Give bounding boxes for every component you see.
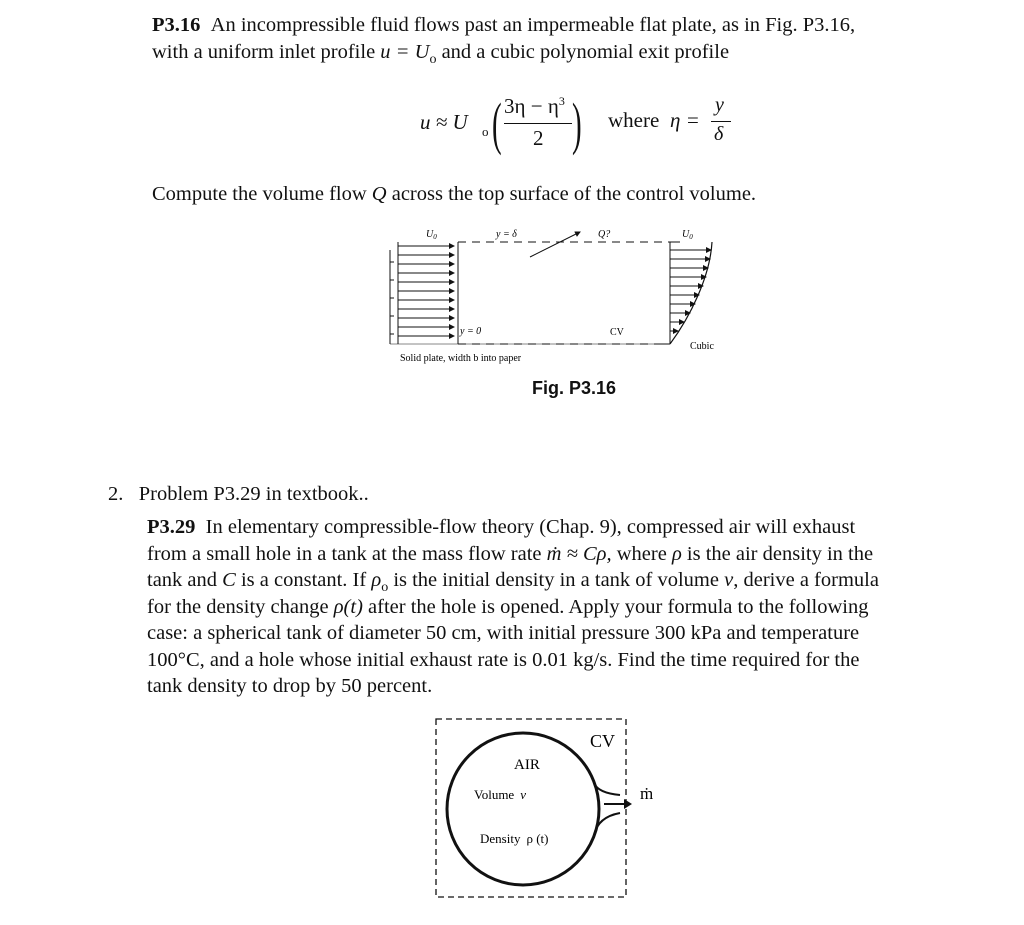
c-var: C <box>222 569 236 591</box>
p329-text-3c: is the initial density in a tank of volume <box>388 569 725 591</box>
question-post: across the top surface of the control volume. <box>386 183 757 205</box>
exit-profile-equation <box>420 91 740 160</box>
rho0-var: ρ <box>371 569 382 591</box>
problem-number-329: P3.29 <box>147 516 196 538</box>
tank-circle <box>447 733 599 885</box>
left-paren: ( <box>492 91 502 156</box>
q-arrow <box>530 232 580 257</box>
problem-number: P3.16 <box>152 14 201 36</box>
label-volume: Volume v <box>474 787 526 802</box>
rho0-sub: o <box>381 580 389 596</box>
p316-question <box>152 181 756 208</box>
fraction-bar <box>504 123 572 124</box>
item-text: Problem P3.29 in textbook.. <box>138 483 369 505</box>
figure-p329 <box>428 713 668 903</box>
label-density: Density ρ (t) <box>480 831 549 846</box>
eq-lhs: u ≈ U <box>420 110 468 134</box>
label-plate: Solid plate, width b into paper <box>400 353 522 364</box>
eq-lhs-sub: o <box>482 124 489 139</box>
p329-text-1: In elementary compressible-flow theory (Chap. 9), compressed air will exhaust <box>205 516 856 538</box>
inlet-arrows <box>398 246 454 336</box>
label-cv: CV <box>610 327 624 338</box>
figure-p316 <box>380 222 740 372</box>
p329-text-2b: where <box>611 543 672 565</box>
mass-flow-math: ṁ ≈ Cρ, <box>546 543 612 565</box>
figure-caption: Fig. P3.16 <box>532 378 617 398</box>
p329-text-3a: tank and <box>147 569 223 591</box>
eq-denominator: 2 <box>533 126 544 150</box>
right-paren: ) <box>572 91 582 156</box>
label-u0-left: $U_0$ <box>426 229 437 241</box>
label-mdot: ṁ <box>640 784 654 803</box>
p329-text-3b: is a constant. If <box>235 569 372 591</box>
label-air: AIR <box>514 757 540 773</box>
p329-line5: case: a spherical tank of diameter 50 cm, with initial pressure 300 kPa and temperature <box>147 622 860 644</box>
label-q: Q? <box>598 229 611 240</box>
exhaust-arrowhead <box>624 799 632 809</box>
p329-text-2a: from a small hole in a tank at the mass flow rate <box>147 543 547 565</box>
eq-numer-text: 3η − η <box>504 94 559 118</box>
p329-line1 <box>147 514 855 541</box>
p316-line1 <box>152 12 855 39</box>
label-u0-right: $U_0$ <box>682 229 693 241</box>
p329-text-3d: , derive a formula <box>733 569 879 591</box>
p329-text-4b: after the hole is opened. Apply your formula to the following <box>362 596 869 618</box>
p316-text-2b: and a cubic polynomial exit profile <box>436 41 730 63</box>
label-y-delta: y = δ <box>496 229 517 240</box>
p329-text-2c: is the air density in the <box>681 543 874 565</box>
eq-numerator <box>504 94 565 119</box>
inlet-profile-math: u = U <box>380 41 430 63</box>
rho-var: ρ <box>671 543 682 565</box>
eq-frac-den: δ <box>714 123 724 145</box>
p329-line4 <box>147 594 868 621</box>
v-var: v <box>724 569 734 591</box>
eq-eta: η = <box>670 108 700 132</box>
p316-text-2a: with a uniform inlet profile <box>152 41 381 63</box>
eta-fraction-bar <box>711 121 731 122</box>
label-cv-329: CV <box>590 731 616 751</box>
cubic-curve <box>670 242 712 344</box>
item-2 <box>108 481 369 508</box>
p329-line7: tank density to drop by 50 percent. <box>147 675 433 697</box>
question-pre: Compute the volume flow <box>152 183 372 205</box>
p316-text-1: An incompressible fluid flows past an impermeable flat plate, as in Fig. P3.16, <box>210 14 856 36</box>
eq-numer-exp: 3 <box>558 94 565 108</box>
p316-line2 <box>152 39 729 74</box>
rho-t-var: ρ(t) <box>333 596 363 618</box>
p329-line6: 100°C, and a hole whose initial exhaust rate is 0.01 kg/s. Find the time required for the <box>147 649 860 671</box>
label-cubic: Cubic <box>690 341 714 352</box>
question-var: Q <box>371 183 387 205</box>
label-y0: y = 0 <box>460 326 482 337</box>
eq-where: where <box>608 108 660 132</box>
exit-arrows <box>670 250 711 331</box>
inlet-sub: o <box>429 52 437 68</box>
item-number: 2. <box>108 483 124 505</box>
eq-frac-num: y <box>715 94 724 116</box>
p329-text-4a: for the density change <box>147 596 334 618</box>
p329-line2 <box>147 541 873 568</box>
